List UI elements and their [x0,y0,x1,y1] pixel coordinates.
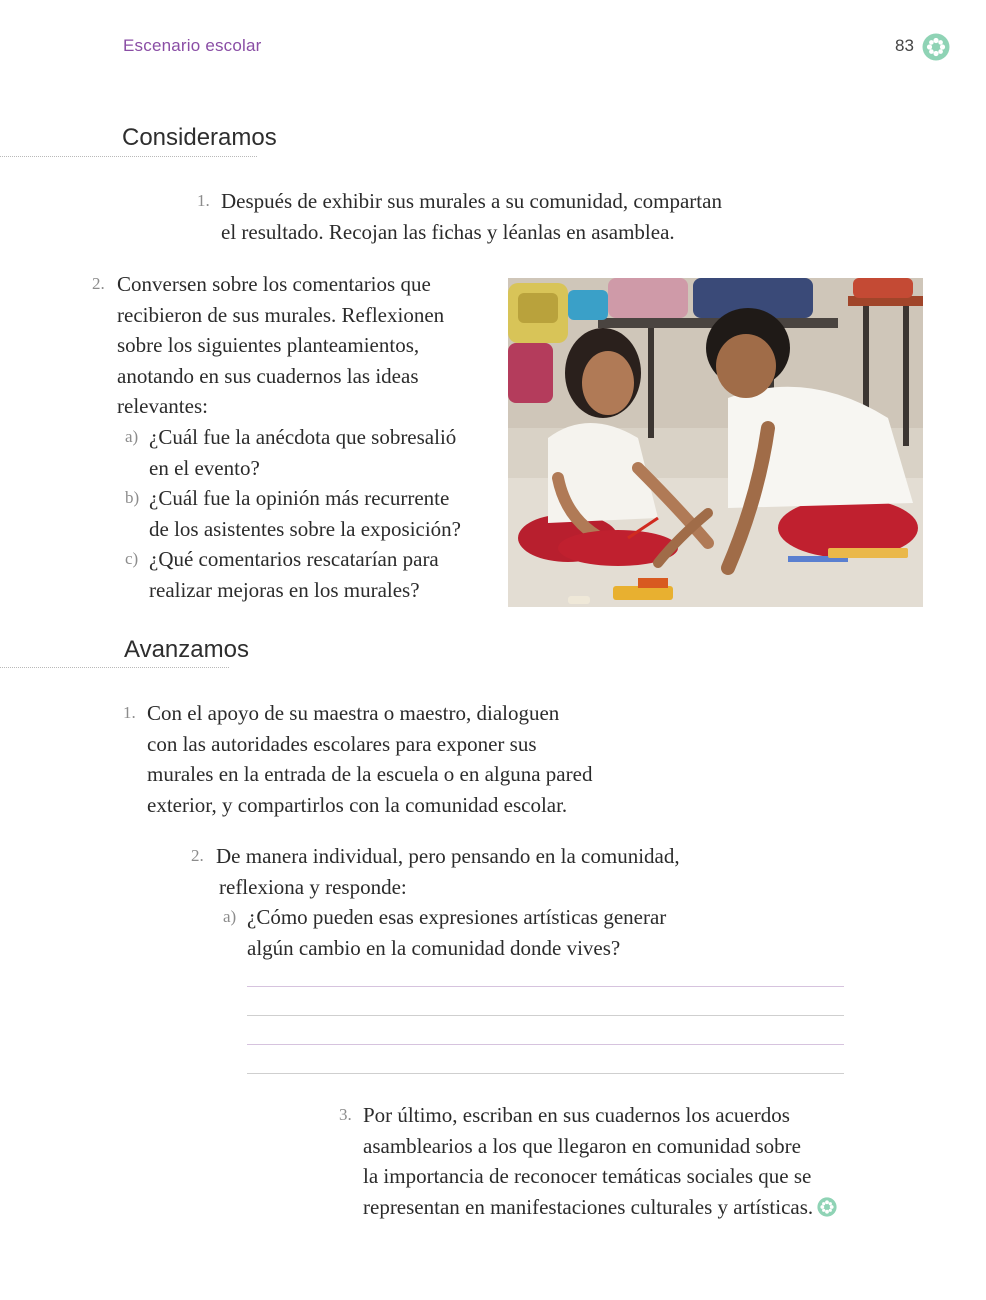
consideramos-item-1 [197,186,722,247]
avanzamos-item-3 [339,1100,837,1222]
item-text-line: De manera individual, pero pensando en la comunidad, [216,844,680,868]
item-number: 2. [92,274,105,293]
item-text-line: la importancia de reconocer temáticas sociales que se [363,1164,812,1188]
writing-line[interactable] [247,1044,844,1045]
consideramos-subitem-b [125,483,462,544]
section-divider [0,156,257,157]
item-text-line: recibieron de sus murales. Reflexionen [117,302,445,327]
writing-line[interactable] [247,1073,844,1074]
item-text-line: Con el apoyo de su maestra o maestro, dialoguen [147,701,560,725]
subitem-text-line: ¿Cómo pueden esas expresiones artísticas generar [247,905,667,929]
subitem-text-line: de los asistentes sobre la exposición? [149,516,462,541]
item-text-line: representan en manifestaciones culturales y artísticas. [363,1194,814,1219]
subitem-text-line: algún cambio en la comunidad donde vives? [247,935,621,960]
avanzamos-item-2 [191,841,680,902]
item-text-line: exterior, y compartirlos con la comunidad escolar. [147,792,568,817]
item-number: 3. [339,1105,352,1124]
item-text-line-last [363,1192,837,1223]
running-header-section: Escenario escolar [123,36,262,55]
item-number: 1. [123,703,136,722]
avanzamos-item-1 [123,698,593,820]
item-number: 2. [191,846,204,865]
section-title-avanzamos: Avanzamos [124,636,249,663]
section-divider [0,667,229,668]
flower-icon [817,1197,837,1217]
writing-line[interactable] [247,986,844,987]
item-text-line: Por último, escriban en sus cuadernos los acuerdos [363,1103,790,1127]
writing-line[interactable] [247,1015,844,1016]
item-text-line: Después de exhibir sus murales a su comunidad, compartan [221,189,722,213]
subitem-text-line: realizar mejoras en los murales? [149,577,420,602]
item-text-line: relevantes: [117,394,208,418]
avanzamos-subitem-a [223,902,667,963]
photo-children-drawing [508,278,923,607]
consideramos-subitem-c [125,544,439,605]
item-text-line: asamblearios a los que llegaron en comunidad sobre [363,1133,801,1158]
item-text-line: con las autoridades escolares para exponer sus [147,731,537,756]
subitem-letter: c) [125,549,139,568]
subitem-text-line: en el evento? [149,455,260,480]
item-text-line: murales en la entrada de la escuela o en alguna pared [147,762,593,786]
page-number: 83 [895,36,914,55]
subitem-letter: a) [223,907,237,926]
item-text-line: sobre los siguientes planteamientos, [117,333,420,357]
flower-icon [922,33,950,61]
item-text-line: Conversen sobre los comentarios que [117,272,431,296]
consideramos-subitem-a [125,422,457,483]
subitem-letter: b) [125,488,140,507]
consideramos-item-2 [92,269,445,422]
item-text-line: reflexiona y responde: [219,874,407,899]
subitem-text-line: ¿Qué comentarios rescatarían para [149,547,439,571]
subitem-text-line: ¿Cuál fue la opinión más recurrente [149,486,450,510]
subitem-text-line: ¿Cuál fue la anécdota que sobresalió [149,425,457,449]
item-number: 1. [197,191,210,210]
subitem-letter: a) [125,427,139,446]
item-text-line: el resultado. Recojan las fichas y léanlas en asamblea. [221,219,675,244]
item-text-line: anotando en sus cuadernos las ideas [117,363,419,388]
section-title-consideramos: Consideramos [122,124,277,151]
